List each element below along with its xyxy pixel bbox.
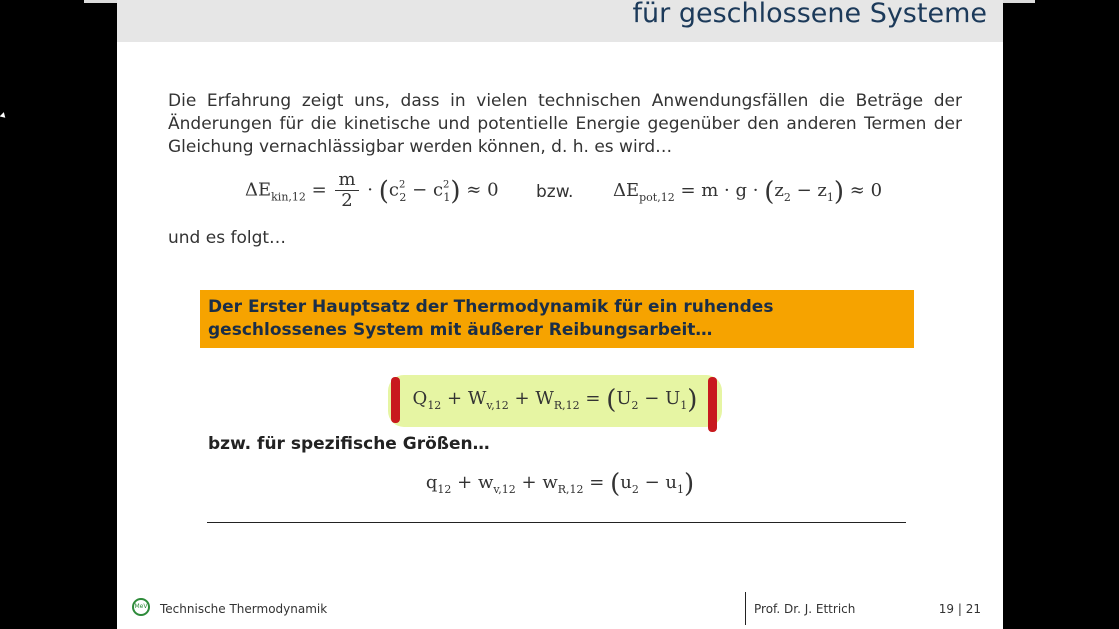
course-name: Technische Thermodynamik (160, 602, 328, 616)
first-law-formula: $Q_{12} + W_{v,12} + W_{R,12} = (U_2 - U_1)$ (412, 385, 698, 415)
mouse-cursor-icon (0, 112, 7, 120)
professor-name: Prof. Dr. J. Ettrich (754, 602, 856, 616)
intro-paragraph: Die Erfahrung zeigt uns, dass in vielen technischen Anwendungsfällen die Beträge der Änderungen für die kinetische und potentielle Energie gegenüber den anderen Termen der Gleichung vernachlässigbar werden können, d. h. es wird… (168, 91, 962, 157)
horizontal-rule (207, 522, 906, 523)
university-logo-icon: MeV (132, 598, 150, 616)
specific-quantities-label: bzw. für spezifische Größen… (208, 434, 490, 454)
fraction-m-over-2: $\frac{m}{2}$ (335, 170, 358, 211)
slide-header (117, 0, 1003, 42)
specific-first-law-formula: $q_{12} + w_{v,12} + w_{R,12} = (u_2 - u_1)$ (425, 469, 695, 499)
energy-formulas (117, 168, 1003, 220)
continuation-text: und es folgt… (168, 228, 287, 248)
bzw-label: bzw. (536, 182, 574, 202)
slide-title: für geschlossene Systeme (632, 0, 987, 29)
footer-divider (745, 592, 746, 625)
slide (117, 0, 1003, 629)
theorem-box: Der Erster Hauptsatz der Thermodynamik für ein ruhendes geschlossenes System mit äußerer Reibungsarbeit… (200, 290, 914, 348)
kinetic-energy-formula: $\Delta E_{kin,12}$ = $\frac{m}{2}$ · $(c^2_2 - c^2_1) \approx 0$ (245, 169, 499, 211)
slide-footer (117, 596, 1003, 629)
page-number: 19 | 21 (938, 602, 981, 616)
potential-energy-formula: $\Delta E_{pot,12} = m \cdot g \cdot (z_2 - z_1) \approx 0$ (613, 177, 883, 207)
